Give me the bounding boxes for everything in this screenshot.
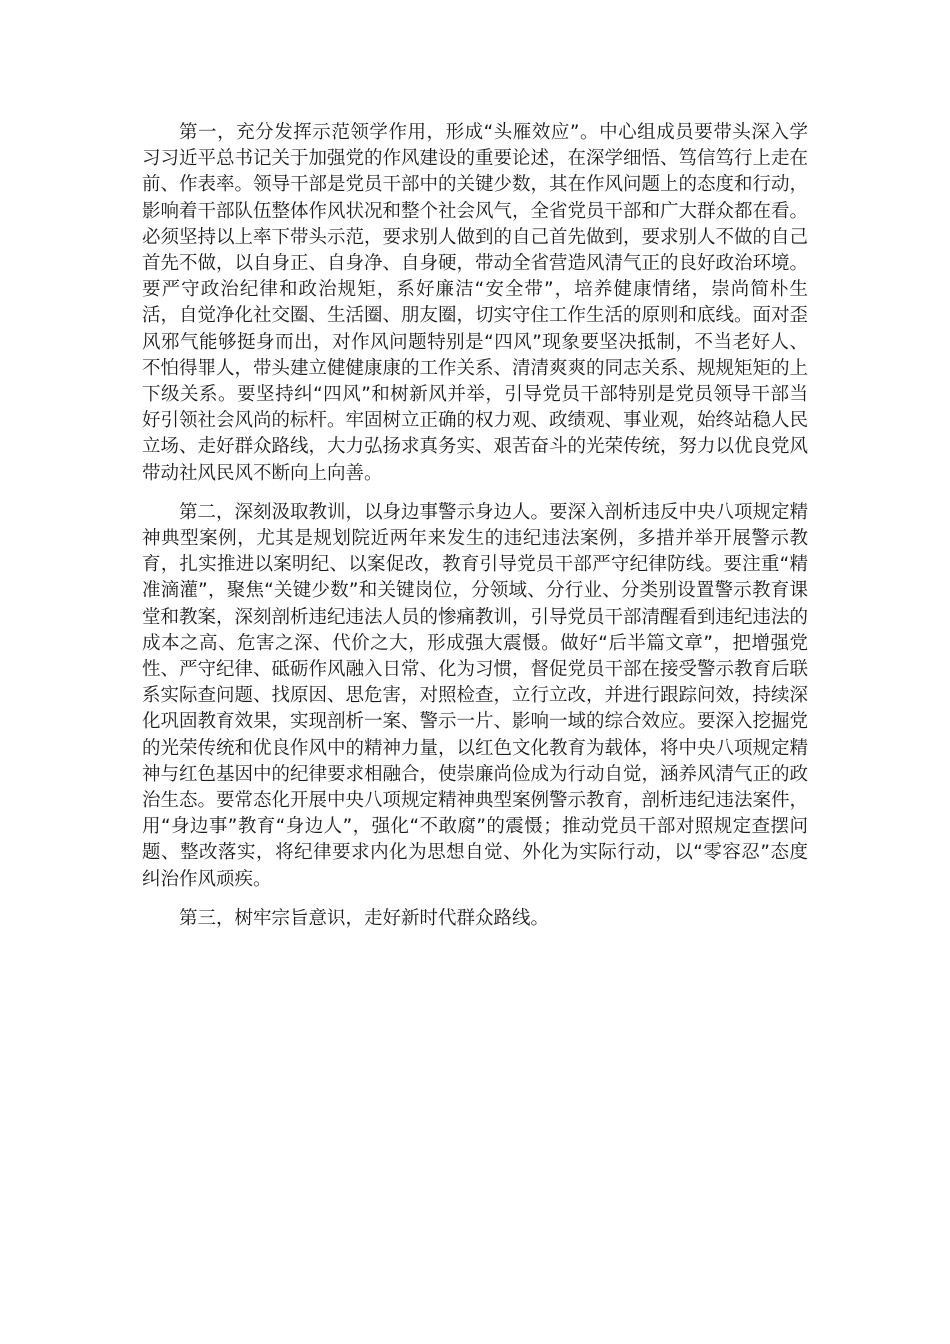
- document-body: [142, 120, 808, 945]
- paragraph-third-point: 第三，树牢宗旨意识，走好新时代群众路线。: [179, 907, 550, 929]
- paragraph-first-point: 第一，充分发挥示范领学作用，形成“头雁效应”。中心组成员要带头深入学习习近平总书记关于加强党的作风建设的重要论述，在深学细悟、笃信笃行上走在前、作表率。领导干部是党员干部中的关键少数，其在作风问题上的态度和行动，影响着干部队伍整体作风状况和整个社会风气，全省党员干部和广大群众都在看。必须坚持以上率下带头示范，要求别人做到的自己首先做到，要求别人不做的自己首先不做，以自身正、自身净、自身硬，带动全省营造风清气正的良好政治环境。要严守政治纪律和政治规矩，系好廉洁“安全带”，培养健康情绪，崇尚简朴生活，自觉净化社交圈、生活圈、朋友圈，切实守住工作生活的原则和底线。面对歪风邪气能够挺身而出，对作风问题特别是“四风”现象要坚决抵制，不当老好人、不怕得罪人，带头建立健健康康的工作关系、清清爽爽的同志关系、规规矩矩的上下级关系。要坚持纠“四风”和树新风并举，引导党员干部特别是党员领导干部当好引领社会风尚的标杆。牢固树立正确的权力观、政绩观、事业观，始终站稳人民立场、走好群众路线，大力弘扬求真务实、艰苦奋斗的光荣传统，努力以优良党风带动社风民风不断向上向善。: [142, 122, 809, 484]
- paragraph-second-point: 第二，深刻汲取教训，以身边事警示身边人。要深入剖析违反中央八项规定精神典型案例，尤其是规划院近两年来发生的违纪违法案例，多措并举开展警示教育，扎实推进以案明纪、以案促改，教育引导党员干部严守纪律防线。要注重“精准滴灌”，聚焦“关键少数”和关键岗位，分领域、分行业、分类别设置警示教育课堂和教案，深刻剖析违纪违法人员的惨痛教训，引导党员干部清醒看到违纪违法的成本之高、危害之深、代价之大，形成强大震慑。做好“后半篇文章”，把增强党性、严守纪律、砥砺作风融入日常、化为习惯，督促党员干部在接受警示教育后联系实际查问题、找原因、思危害，对照检查，立行立改，并进行跟踪问效，持续深化巩固教育效果，实现剖析一案、警示一片、影响一域的综合效应。要深入挖掘党的光荣传统和优良作风中的精神力量，以红色文化教育为载体，将中央八项规定精神与红色基因中的纪律要求相融合，使崇廉尚俭成为行动自觉，涵养风清气正的政治生态。要常态化开展中央八项规定精神典型案例警示教育，剖析违纪违法案件，用“身边事”教育“身边人”，强化“不敢腐”的震慑；推动党员干部对照规定查摆问题、整改落实，将纪律要求内化为思想自觉、外化为实际行动，以“零容忍”态度纠治作风顽疾。: [142, 501, 809, 890]
